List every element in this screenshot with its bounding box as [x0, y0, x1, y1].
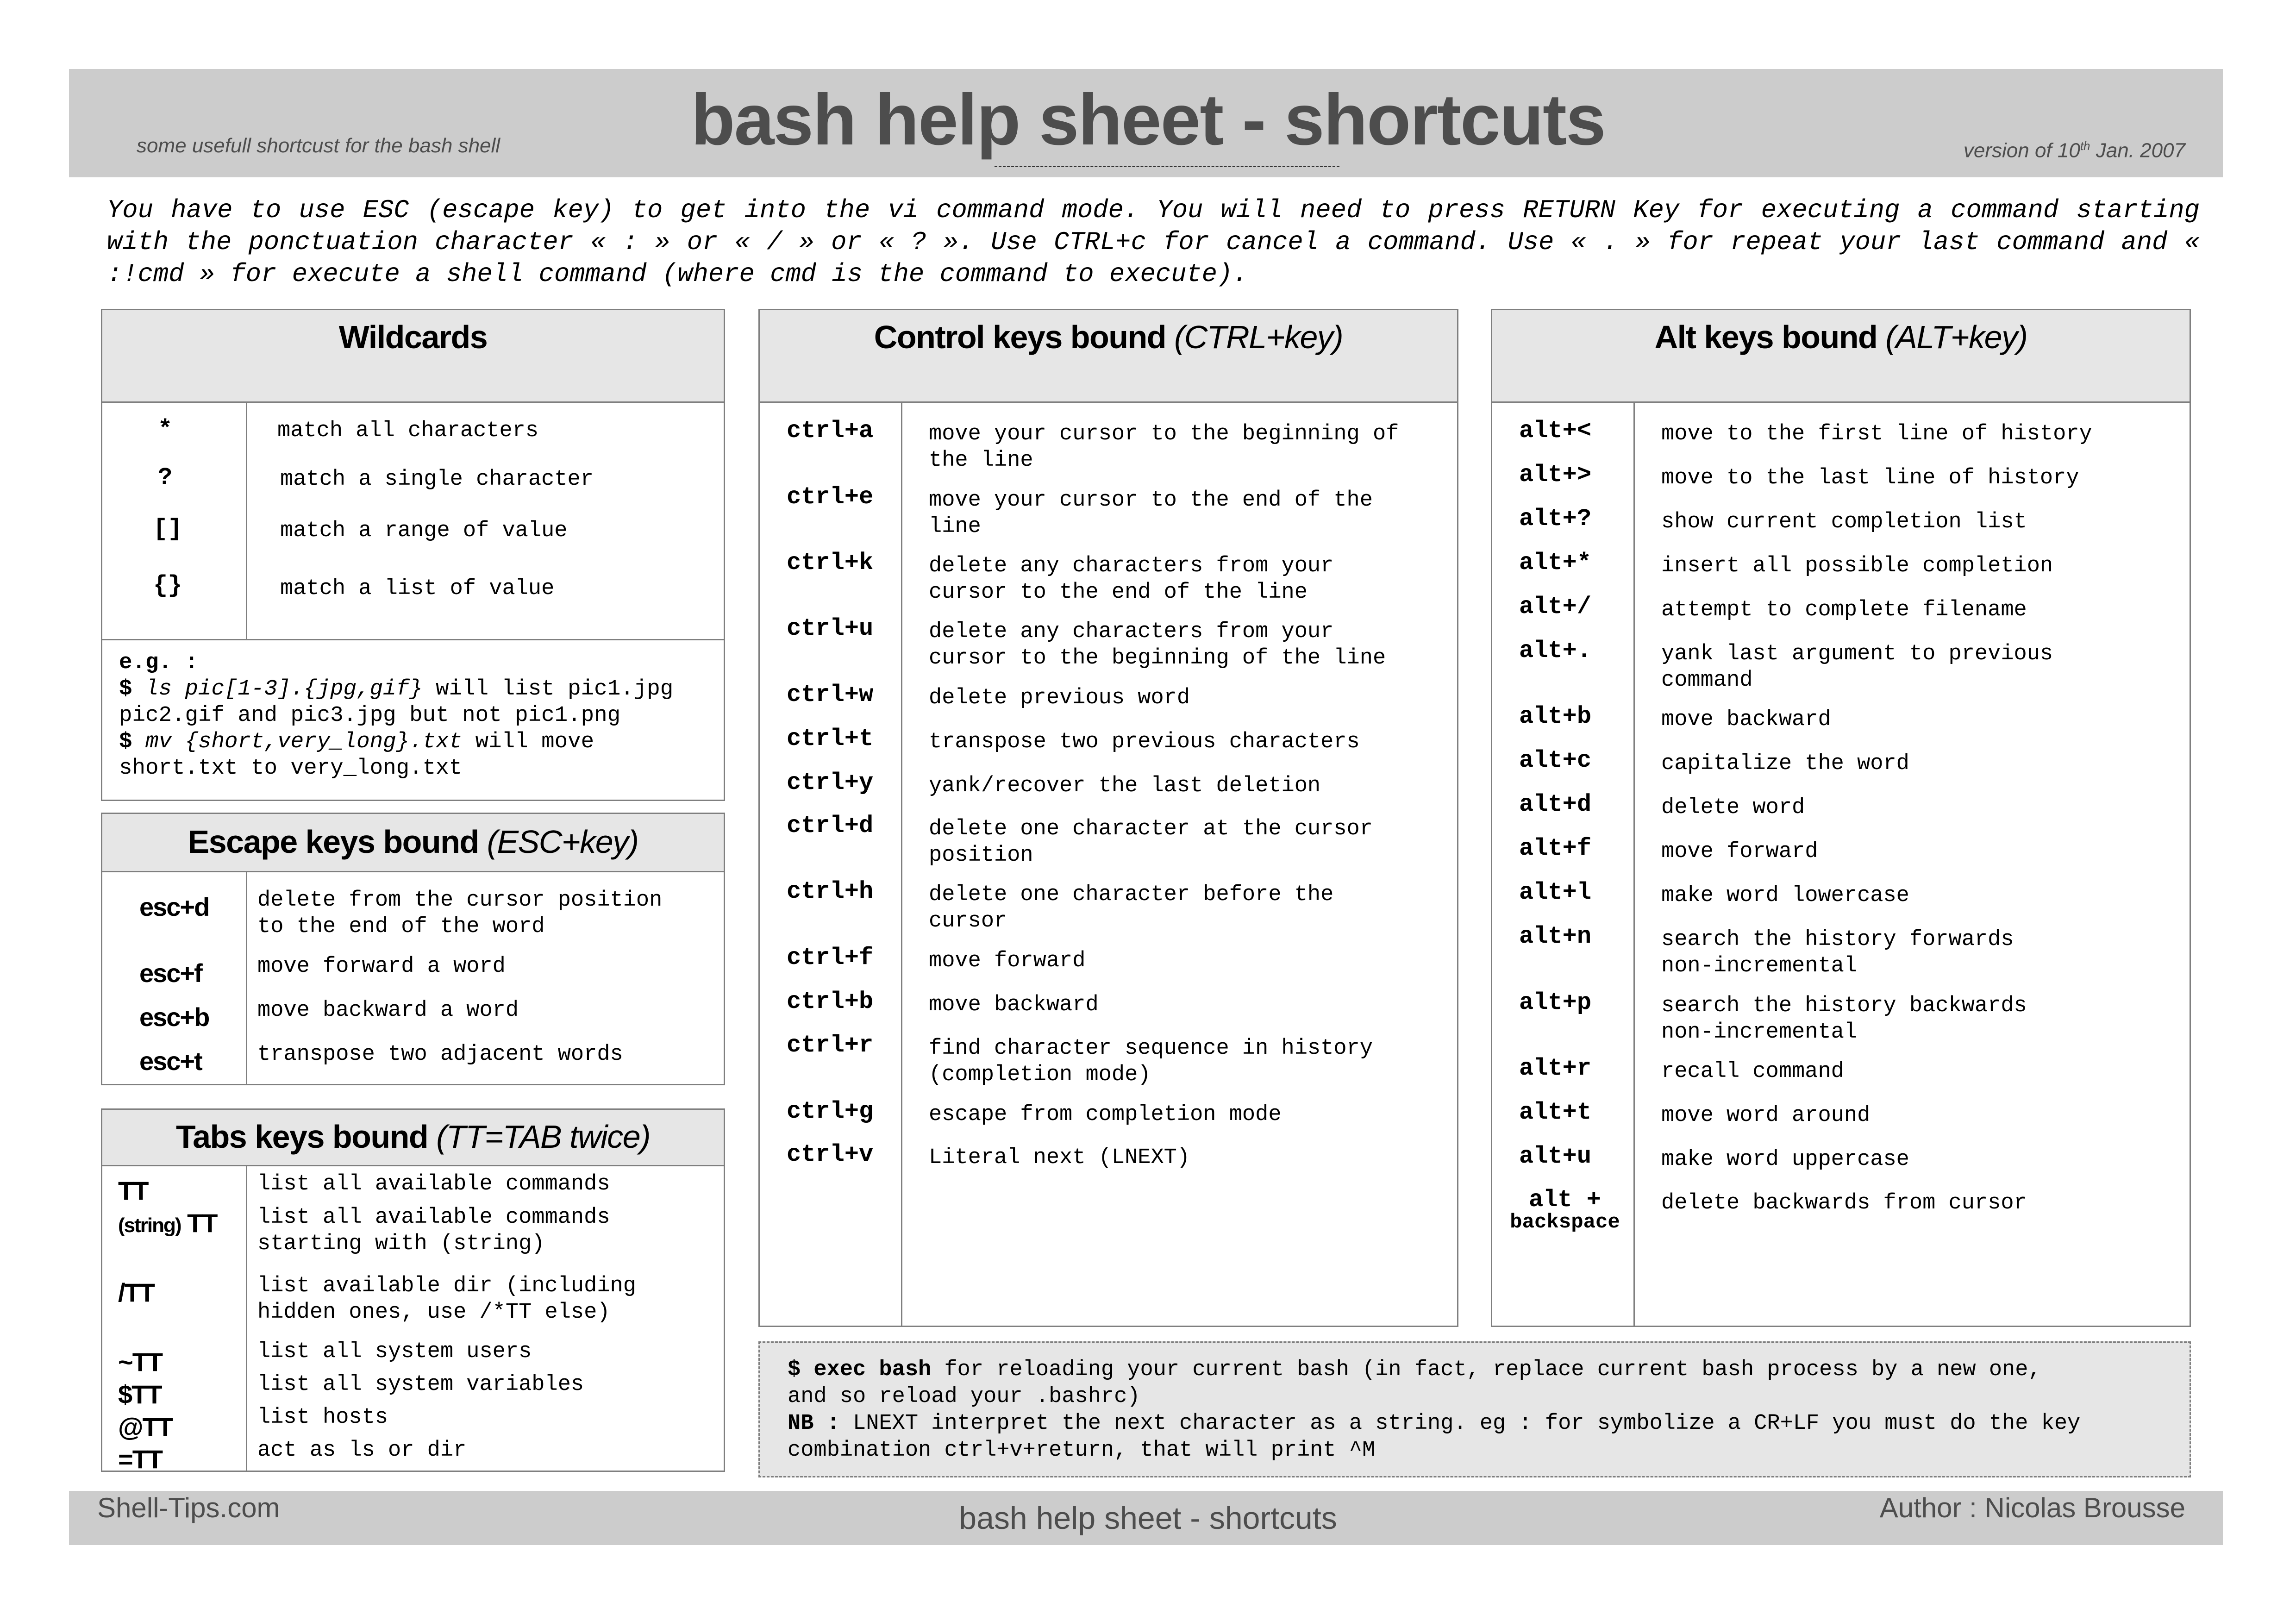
alt-key: [1519, 1099, 1591, 1126]
escape-title-italic: (ESC+key): [487, 824, 638, 860]
alt-desc: [1661, 1146, 1909, 1173]
column-divider: [246, 403, 247, 639]
wildcard-key: []: [153, 515, 182, 543]
example-text: will move: [462, 729, 594, 754]
desc-line: delete word: [1661, 795, 1805, 820]
desc-line: search the history forwards: [1661, 927, 2014, 952]
example-command: ls pic[1-3].{jpg,gif}: [145, 676, 423, 701]
alt-desc: [1661, 421, 2092, 447]
escape-desc: transpose two adjacent words: [257, 1042, 623, 1067]
control-desc: [929, 553, 1333, 606]
escape-panel: [101, 813, 725, 1085]
example-line: [119, 729, 740, 755]
control-key: [787, 417, 873, 444]
alt-key: [1519, 747, 1591, 774]
alt-desc: [1661, 641, 2053, 694]
alt-title: [1492, 310, 2190, 403]
note-nb-label: NB :: [788, 1411, 840, 1436]
wildcard-key: ?: [158, 464, 173, 491]
desc-line: move your cursor to the end of the: [929, 488, 1373, 513]
note-line: and so reload your .bashrc): [788, 1384, 1140, 1409]
desc-line: position: [929, 843, 1033, 868]
control-desc: [929, 882, 1333, 934]
alt-key: [1519, 923, 1591, 950]
key-label: ctrl+e: [787, 483, 874, 511]
escape-key: esc+d: [139, 892, 209, 921]
tabs-panel: [101, 1108, 725, 1472]
alt-desc: [1661, 597, 2027, 623]
desc-line: find character sequence in history: [929, 1036, 1373, 1061]
key-label: ctrl+g: [787, 1098, 874, 1125]
escape-desc: move backward a word: [257, 998, 519, 1023]
note-line: [788, 1410, 2190, 1437]
control-desc: [929, 685, 1190, 711]
wildcards-example: [119, 650, 740, 782]
control-panel: [758, 309, 1458, 1327]
alt-key: [1519, 835, 1591, 862]
key-label: ctrl+y: [787, 769, 874, 796]
key-label: alt+f: [1519, 835, 1592, 862]
alt-desc: [1661, 926, 2014, 979]
control-key: [787, 812, 873, 839]
key-label: ctrl+f: [787, 944, 874, 971]
note-line: combination ctrl+v+return, that will print ^M: [788, 1438, 1376, 1463]
desc-line: yank last argument to previous: [1661, 642, 2053, 666]
alt-title-text: Alt keys bound: [1654, 319, 1877, 355]
escape-title: [102, 814, 724, 872]
header-subtitle: some usefull shortcust for the bash shell: [137, 134, 500, 157]
alt-title-italic: (ALT+key): [1885, 319, 2027, 355]
key-label: alt+<: [1519, 417, 1592, 444]
note-command: $ exec bash: [788, 1358, 932, 1382]
desc-line: yank/recover the last deletion: [929, 774, 1321, 798]
column-divider: [246, 872, 247, 1084]
tabs-key: [118, 1208, 217, 1238]
alt-key: [1519, 461, 1591, 488]
control-key: [787, 483, 873, 511]
tabs-key: ~TT: [118, 1347, 163, 1377]
key-label: ctrl+w: [787, 681, 874, 708]
control-desc: [929, 487, 1373, 540]
control-key: [787, 549, 873, 576]
escape-desc: move forward a word: [257, 954, 506, 979]
escape-desc: [257, 887, 662, 940]
tabs-desc: list all available commands: [257, 1172, 610, 1196]
alt-desc: [1661, 1058, 1844, 1085]
version-sup: th: [2080, 139, 2090, 153]
alt-key: [1519, 637, 1591, 664]
desc-line: recall command: [1661, 1059, 1844, 1084]
tabs-title-italic: (TT=TAB twice): [436, 1119, 650, 1155]
desc-line: list available dir (including: [257, 1274, 636, 1298]
note-text: for reloading your current bash (in fact, replace current bash process by a new one,: [931, 1358, 2041, 1382]
tabs-key: /TT: [118, 1278, 154, 1307]
tabs-key: $TT: [118, 1380, 162, 1409]
desc-line: make word uppercase: [1661, 1147, 1909, 1172]
example-text: will list pic1.jpg: [422, 676, 674, 701]
control-desc: [929, 1102, 1282, 1128]
control-key: [787, 878, 873, 905]
key-label: alt+d: [1519, 791, 1592, 818]
alt-desc: [1661, 795, 1805, 821]
control-title: [760, 310, 1457, 403]
key-label: ctrl+d: [787, 812, 874, 839]
key-label: alt+n: [1519, 923, 1592, 950]
alt-desc: [1661, 839, 1818, 865]
desc-line: move to the last line of history: [1661, 466, 2079, 490]
desc-line: non-incremental: [1661, 954, 1858, 978]
key-label: ctrl+b: [787, 988, 874, 1015]
tabs-desc: [257, 1273, 636, 1326]
tabs-desc: [257, 1204, 610, 1257]
key-label: alt+t: [1519, 1099, 1592, 1126]
key-label: ctrl+t: [787, 725, 874, 752]
key-label: alt+/: [1519, 593, 1592, 620]
tabs-table: [102, 1166, 724, 1474]
example-line: pic2.gif and pic3.jpg but not pic1.png: [119, 703, 621, 728]
column-divider: [1633, 403, 1635, 1326]
tabs-key: =TT: [118, 1445, 163, 1474]
column-divider: [901, 403, 902, 1326]
alt-desc: [1661, 1102, 1870, 1129]
alt-desc: [1661, 509, 2027, 535]
key-label: alt+.: [1519, 637, 1592, 664]
desc-line: delete any characters from your: [929, 620, 1334, 644]
alt-desc: [1661, 465, 2079, 491]
control-desc: [929, 992, 1099, 1018]
desc-line: attempt to complete filename: [1661, 598, 2027, 622]
wildcard-desc: match a range of value: [280, 519, 568, 543]
key-label: alt+u: [1519, 1143, 1592, 1170]
key-label: ctrl+v: [787, 1141, 874, 1168]
tabs-desc: act as ls or dir: [257, 1438, 467, 1463]
alt-key: [1519, 1055, 1591, 1082]
prompt: $: [119, 729, 146, 754]
desc-line: move backward: [929, 993, 1099, 1017]
wildcard-desc: match a list of value: [280, 576, 555, 601]
alt-key: [1519, 791, 1591, 818]
escape-table: [102, 872, 724, 1084]
desc-line: command: [1661, 668, 1753, 693]
alt-table: [1492, 403, 2190, 1326]
example-line: [119, 676, 740, 702]
page-title: bash help sheet - shortcuts: [691, 80, 1605, 160]
desc-line: delete one character at the cursor: [929, 817, 1373, 841]
intro-paragraph: You have to use ESC (escape key) to get into the vi command mode. You will need to press RETURN Key for executing a command starting with the ponctuation character « : » or « / » or « ? ». Use CTRL+c for cancel a command. Use « . » for repeat your last command and « :!cmd » for execute a shell command (where cmd is the command to execute).: [107, 196, 2200, 289]
desc-line: line: [929, 514, 981, 539]
tabs-title-text: Tabs keys bound: [176, 1119, 428, 1155]
alt-panel: [1491, 309, 2191, 1327]
control-title-italic: (CTRL+key): [1174, 319, 1343, 355]
desc-line: the line: [929, 448, 1033, 473]
alt-desc: [1661, 882, 1909, 909]
key-label: alt +: [1528, 1186, 1602, 1214]
key-label: alt+?: [1519, 505, 1592, 532]
footer-title: bash help sheet - shortcuts: [959, 1501, 1337, 1536]
control-desc: [929, 816, 1373, 869]
desc-line: delete one character before the: [929, 882, 1334, 907]
prompt: $: [119, 676, 146, 701]
tabs-desc: list all system users: [257, 1339, 532, 1364]
desc-line: insert all possible completion: [1661, 554, 2053, 578]
tabs-key: @TT: [118, 1412, 173, 1441]
key-label: ctrl+r: [787, 1032, 874, 1059]
column-divider: [246, 1166, 247, 1471]
alt-key: [1519, 593, 1591, 620]
control-desc: [929, 729, 1360, 755]
desc-line: search the history backwards: [1661, 994, 2027, 1018]
desc-line: make word lowercase: [1661, 883, 1909, 908]
tabs-title: [102, 1110, 724, 1166]
key-label: ctrl+u: [787, 615, 874, 642]
control-desc: [929, 948, 1085, 974]
footer-site: Shell-Tips.com: [97, 1492, 280, 1523]
version-label: [1806, 139, 2185, 163]
alt-key: [1519, 1143, 1591, 1170]
control-key: [787, 615, 873, 642]
desc-line: escape from completion mode: [929, 1102, 1282, 1127]
version-suffix: Jan. 2007: [2090, 139, 2185, 162]
note-line: [788, 1357, 2190, 1383]
escape-key: esc+b: [139, 1002, 209, 1032]
control-key: [787, 725, 873, 752]
desc-line: delete any characters from your: [929, 554, 1334, 578]
key-label: alt+r: [1519, 1055, 1592, 1082]
alt-key: [1502, 1186, 1627, 1234]
example-line: short.txt to very_long.txt: [119, 756, 463, 781]
wildcard-desc: match all characters: [277, 419, 539, 443]
alt-key: [1519, 417, 1591, 444]
desc-line: hidden ones, use /*TT else): [257, 1300, 610, 1325]
wildcards-title-text: Wildcards: [338, 319, 488, 355]
alt-key: [1519, 549, 1591, 576]
desc-line: cursor to the end of the line: [929, 580, 1308, 605]
desc-line: delete backwards from cursor: [1661, 1191, 2027, 1215]
control-key: [787, 1098, 873, 1125]
control-key: [787, 769, 873, 796]
key-label: alt+>: [1519, 461, 1592, 488]
desc-line: move forward: [929, 949, 1086, 973]
wildcard-key: {}: [153, 572, 182, 599]
wildcard-key: *: [158, 416, 173, 443]
tabs-key-prefix: (string): [118, 1214, 181, 1237]
alt-key: [1519, 989, 1591, 1016]
control-key: [787, 944, 873, 971]
key-label: alt+l: [1519, 879, 1592, 906]
tabs-desc: list all system variables: [257, 1372, 584, 1397]
footer-author: Author : Nicolas Brousse: [1879, 1492, 2185, 1523]
key-label-second: backspace: [1510, 1211, 1620, 1234]
wildcards-title: [102, 310, 724, 403]
desc-line: Literal next (LNEXT): [929, 1145, 1190, 1170]
key-label: alt+p: [1519, 989, 1592, 1016]
control-desc: [929, 421, 1399, 474]
title-dashed-underline: [995, 166, 1339, 167]
desc-line: starting with (string): [257, 1232, 545, 1256]
alt-desc: [1661, 707, 1831, 733]
alt-desc: [1661, 553, 2053, 579]
desc-line: list all available commands: [257, 1205, 610, 1230]
desc-line: to the end of the word: [257, 914, 545, 939]
control-table: [760, 403, 1457, 1326]
desc-line: delete from the cursor position: [257, 888, 663, 913]
control-desc: [929, 619, 1386, 671]
control-key: [787, 681, 873, 708]
note-box: [758, 1341, 2191, 1477]
desc-line: show current completion list: [1661, 510, 2027, 534]
control-desc: [929, 1035, 1373, 1088]
escape-key: esc+t: [139, 1046, 202, 1076]
alt-key: [1519, 879, 1591, 906]
tabs-key: TT: [118, 1176, 148, 1205]
control-title-text: Control keys bound: [874, 319, 1166, 355]
desc-line: move forward: [1661, 839, 1818, 864]
key-label: alt+b: [1519, 703, 1592, 730]
desc-line: delete previous word: [929, 686, 1190, 710]
key-label: ctrl+a: [787, 417, 874, 444]
tabs-key-main: TT: [187, 1208, 217, 1238]
example-label: e.g. :: [119, 650, 199, 675]
desc-line: move word around: [1661, 1103, 1871, 1128]
key-label: alt+*: [1519, 549, 1592, 576]
key-label: ctrl+h: [787, 878, 874, 905]
desc-line: move backward: [1661, 707, 1831, 732]
wildcards-table: [102, 403, 724, 640]
version-prefix: version of 10: [1963, 139, 2080, 162]
desc-line: capitalize the word: [1661, 751, 1909, 776]
escape-title-text: Escape keys bound: [188, 824, 479, 860]
example-command: mv {short,very_long}.txt: [145, 729, 463, 754]
desc-line: move your cursor to the beginning of: [929, 422, 1399, 446]
control-key: [787, 1032, 873, 1059]
control-desc: [929, 1145, 1190, 1171]
desc-line: transpose two previous characters: [929, 730, 1360, 754]
desc-line: cursor to the beginning of the line: [929, 646, 1386, 670]
wildcards-panel: [101, 309, 725, 801]
control-key: [787, 1141, 873, 1168]
control-key: [787, 988, 873, 1015]
escape-key: esc+f: [139, 958, 202, 988]
key-label: ctrl+k: [787, 549, 874, 576]
desc-line: cursor: [929, 909, 1007, 933]
control-desc: [929, 773, 1320, 799]
alt-desc: [1661, 1190, 2027, 1216]
desc-line: (completion mode): [929, 1063, 1151, 1087]
desc-line: non-incremental: [1661, 1020, 1858, 1045]
alt-key: [1519, 505, 1591, 532]
alt-key: [1519, 703, 1591, 730]
wildcard-desc: match a single character: [280, 467, 594, 492]
alt-desc: [1661, 993, 2027, 1045]
alt-desc: [1661, 751, 1909, 777]
key-label: alt+c: [1519, 747, 1592, 774]
note-text: LNEXT interpret the next character as a string. eg : for symbolize a CR+LF you must do the key: [839, 1411, 2081, 1436]
desc-line: move to the first line of history: [1661, 422, 2092, 446]
tabs-desc: list hosts: [257, 1405, 388, 1430]
